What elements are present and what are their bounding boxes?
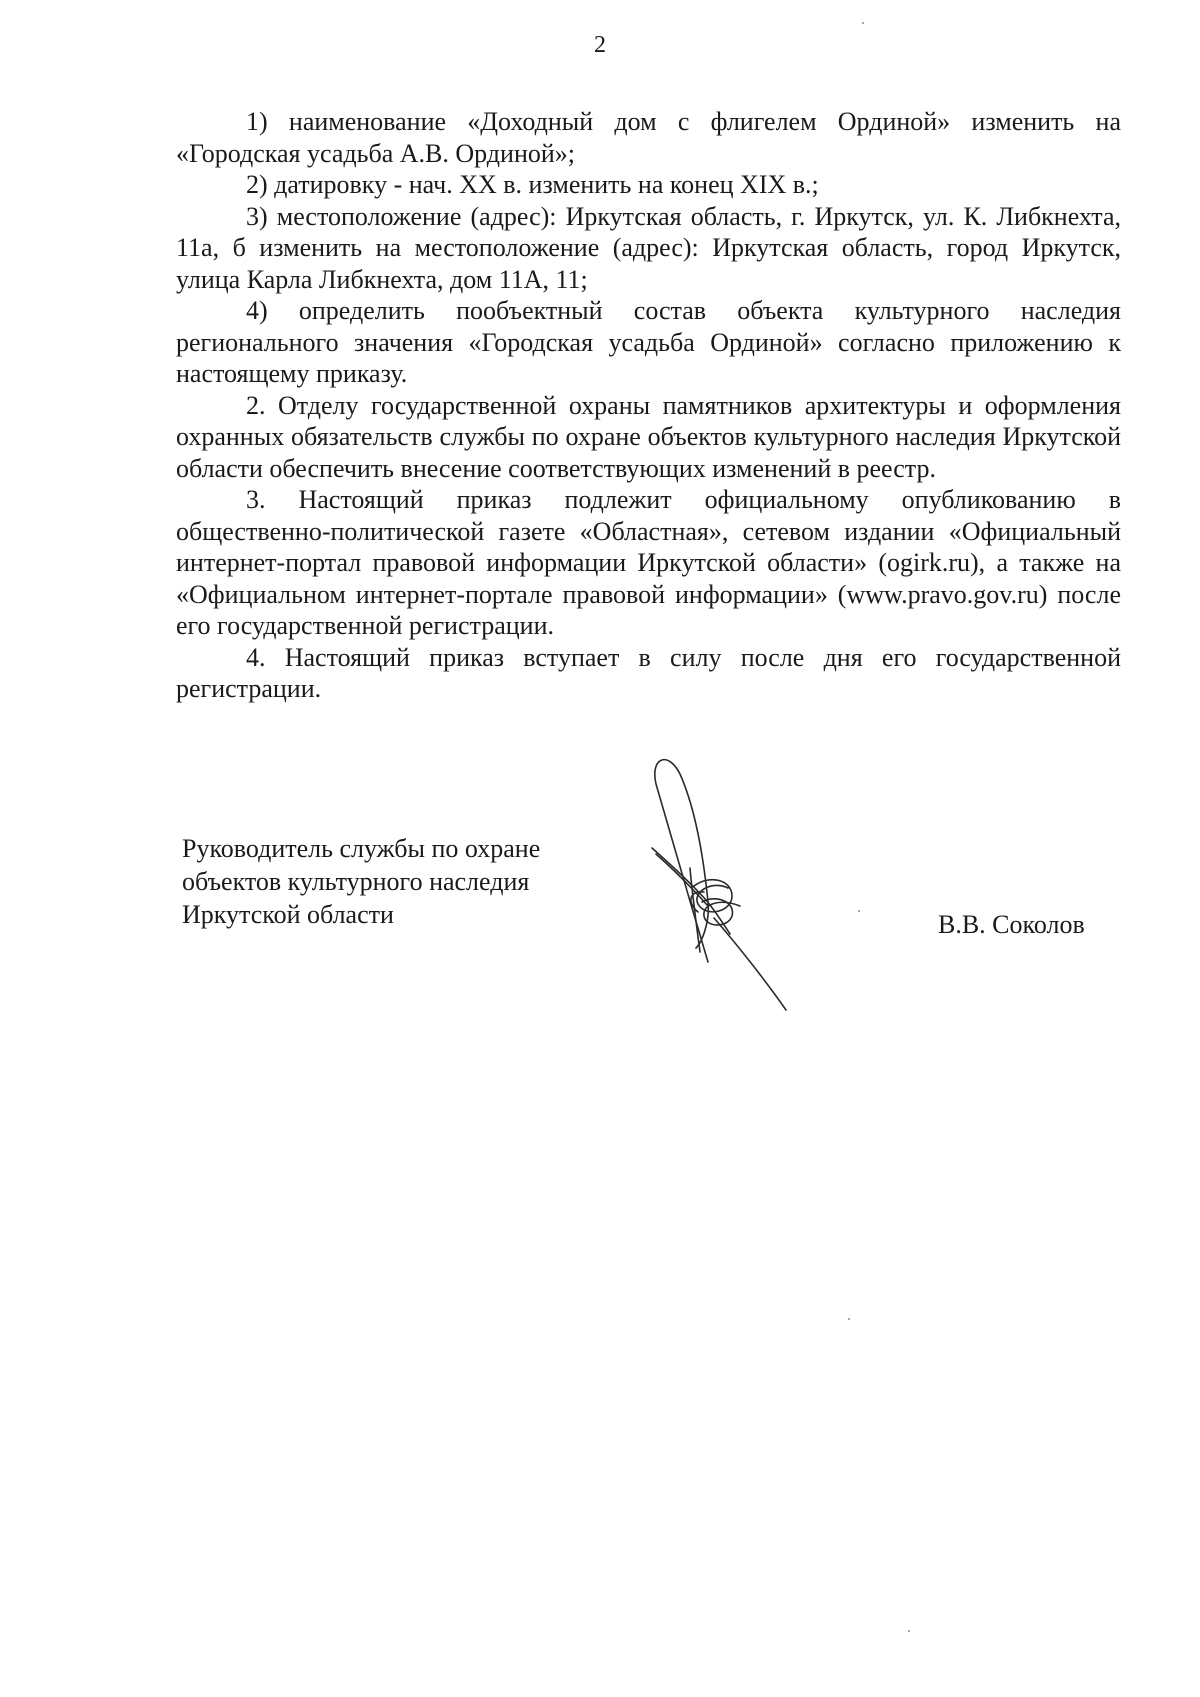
paragraph-item-1: 1) наименование «Доходный дом с флигелем Ординой» изменить на «Городская усадьба А.В. Ординой»;	[176, 107, 1121, 168]
scan-speck	[862, 22, 864, 24]
signer-position	[182, 832, 602, 931]
document-body	[176, 106, 1121, 705]
paragraph-section-3: 3. Настоящий приказ подлежит официальному опубликованию в общественно-политической газете «Областная», сетевом издании «Официальный интернет-портал правовой информации Иркутской области» (ogirk.ru), а также на «Официальном интернет-портале правовой информации» (www.pravo.gov.ru) после его государственной регистрации.	[176, 485, 1121, 640]
signer-position-line-2: объектов культурного наследия	[182, 867, 530, 896]
signer-position-line-1: Руководитель службы по охране	[182, 834, 541, 863]
page-number: 2	[594, 32, 606, 58]
paragraph-item-4: 4) определить пообъектный состав объекта культурного наследия регионального значения «Городская усадьба Ординой» согласно приложению к настоящему приказу.	[176, 296, 1121, 388]
paragraph-section-4: 4. Настоящий приказ вступает в силу после дня его государственной регистрации.	[176, 642, 1121, 703]
signer-position-line-3: Иркутской области	[182, 900, 394, 929]
paragraph-item-2: 2) датировку - нач. XX в. изменить на конец XIX в.;	[246, 170, 819, 199]
scan-speck	[848, 1318, 850, 1320]
handwritten-signature	[650, 752, 860, 1012]
scan-speck	[908, 1630, 910, 1632]
paragraph-section-2: 2. Отделу государственной охраны памятников архитектуры и оформления охранных обязательств службы по охране объектов культурного наследия Иркутской области обеспечить внесение соответствующих изменений в реестр.	[176, 390, 1121, 483]
paragraph-item-3: 3) местоположение (адрес): Иркутская область, г. Иркутск, ул. К. Либкнехта, 11а, б изменить на местоположение (адрес): Иркутская область, город Иркутск, улица Карла Либкнехта, дом 11А, 11;	[176, 201, 1121, 294]
scan-speck	[858, 910, 860, 912]
signer-name: В.В. Соколов	[938, 910, 1085, 939]
